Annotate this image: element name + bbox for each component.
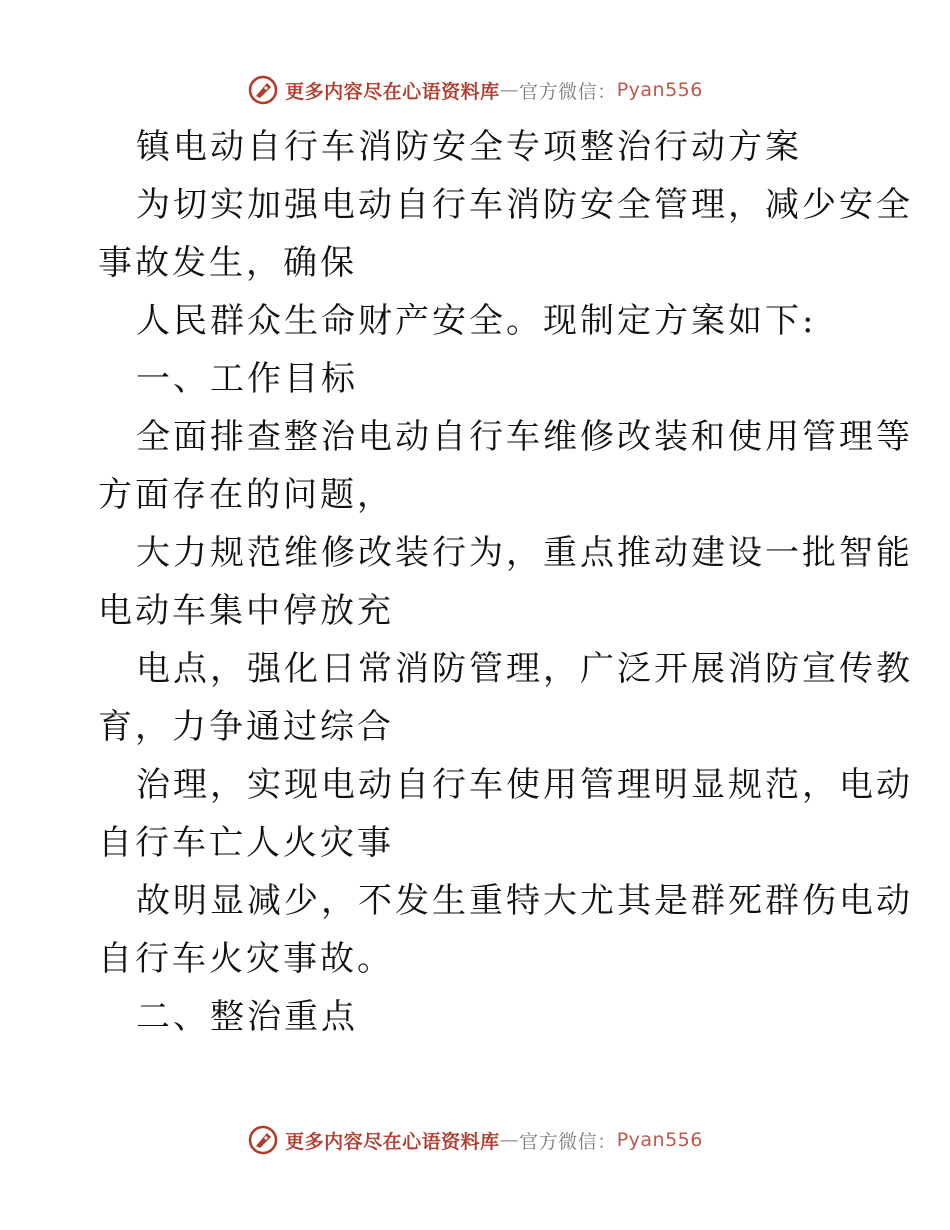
paragraph-line: 电动车集中停放充 <box>98 591 394 631</box>
paragraph-line: 事故发生，确保 <box>98 243 357 283</box>
pen-nib-seal-icon <box>247 74 279 106</box>
paragraph-line: 故明显减少，不发生重特大尤其是群死群伤电动 <box>136 881 913 921</box>
banner-dash: — <box>499 1129 520 1151</box>
document-title: 镇电动自行车消防安全专项整治行动方案 <box>136 127 802 167</box>
paragraph-line: 治理，实现电动自行车使用管理明显规范，电动 <box>136 765 913 805</box>
paragraph-line: 自行车亡人火灾事 <box>98 823 394 863</box>
banner-wechat-id: Pyan556 <box>616 79 703 101</box>
document-body <box>98 118 913 1046</box>
paragraph-line: 为切实加强电动自行车消防安全管理，减少安全 <box>136 185 913 225</box>
pen-nib-seal-icon <box>247 1124 279 1156</box>
paragraph-line: 自行车火灾事故。 <box>98 939 394 979</box>
banner-official-label: 官方微信： <box>519 1130 617 1153</box>
banner-dash: — <box>499 79 520 101</box>
paragraph-line: 人民群众生命财产安全。现制定方案如下: <box>136 301 817 341</box>
paragraph-line: 方面存在的问题， <box>98 475 394 515</box>
header-banner <box>0 70 950 110</box>
banner-official-label: 官方微信： <box>519 80 617 103</box>
paragraph-line: 电点，强化日常消防管理，广泛开展消防宣传教 <box>136 649 913 689</box>
banner-site-name: 更多内容尽在心语资料库 <box>285 80 500 103</box>
footer-banner <box>0 1120 950 1160</box>
paragraph-line: 全面排查整治电动自行车维修改装和使用管理等 <box>136 417 913 457</box>
paragraph-line: 育，力争通过综合 <box>98 707 394 747</box>
banner-wechat-id: Pyan556 <box>616 1129 703 1151</box>
paragraph-line: 大力规范维修改装行为，重点推动建设一批智能 <box>136 533 913 573</box>
banner-site-name: 更多内容尽在心语资料库 <box>285 1130 500 1153</box>
section-heading: 二、整治重点 <box>136 997 358 1037</box>
section-heading: 一、工作目标 <box>136 359 358 399</box>
